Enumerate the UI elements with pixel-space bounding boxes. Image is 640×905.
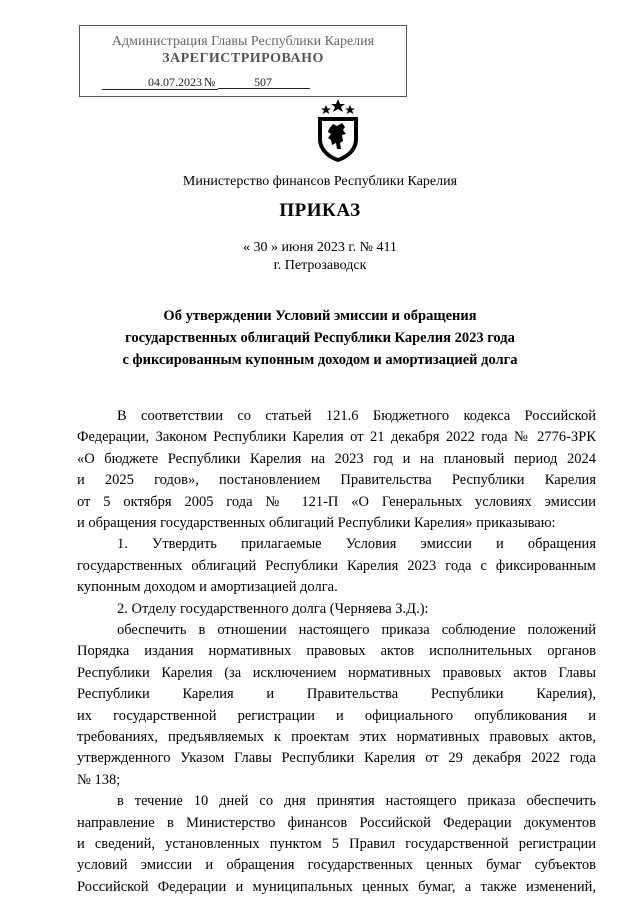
body-line: Республики Карелия и Правительства Республики Карелия), bbox=[77, 686, 596, 703]
body-line: 1. Утвердить прилагаемые Условия эмиссии и обращения bbox=[117, 536, 596, 553]
ministry-name: Министерство финансов Республики Карелия bbox=[182, 174, 458, 189]
order-city: г. Петрозаводск bbox=[273, 258, 367, 273]
body-line: условий эмиссии и обращения государственных ценных бумаг субъектов bbox=[77, 857, 596, 874]
body-line: в течение 10 дней со дня принятия настоящего приказа обеспечить bbox=[117, 793, 596, 810]
document-type-title: ПРИКАЗ bbox=[279, 200, 361, 221]
body-line: и обращения государственных облигаций Республики Карелия» приказываю: bbox=[77, 515, 556, 531]
stamp-registered: ЗАРЕГИСТРИРОВАНО bbox=[162, 51, 324, 66]
stamp-registration-line bbox=[102, 75, 310, 90]
body-line: В соответствии со статьей 121.6 Бюджетного кодекса Российской bbox=[117, 408, 596, 424]
order-subject-line: с фиксированным купонным доходом и амортизацией долга bbox=[122, 352, 518, 368]
body-line: требованиях, предъявляемых к проектам этих нормативных правовых актов, bbox=[77, 729, 596, 745]
body-line: направление в Министерство финансов Российской Федерации документов bbox=[77, 814, 596, 831]
body-line: и сведений, установленных пунктом 5 Правил государственной регистрации bbox=[77, 836, 596, 852]
body-line: от 5 октября 2005 года № 121-П «О Генеральных условиях эмиссии bbox=[77, 493, 596, 510]
order-subject-line: государственных облигаций Республики Карелия 2023 года bbox=[125, 330, 515, 346]
body-line: их государственной регистрации и официального опубликования и bbox=[77, 707, 596, 724]
registration-stamp bbox=[79, 25, 407, 97]
body-line: № 138; bbox=[77, 771, 121, 788]
body-line: утвержденного Указом Главы Республики Карелия от 29 декабря 2022 года bbox=[77, 750, 596, 767]
order-date-number: « 30 » июня 2023 г. № 411 bbox=[243, 240, 397, 255]
body-line: 2. Отделу государственного долга (Черняева З.Д.): bbox=[117, 600, 429, 617]
body-line: купонным доходом и амортизацией долга. bbox=[77, 579, 338, 596]
stamp-number: 507 bbox=[218, 75, 310, 89]
body-line: «О бюджете Республики Карелия на 2023 год и на плановый период 2024 bbox=[77, 450, 596, 467]
coat-of-arms-emblem bbox=[312, 99, 364, 163]
body-line: Российской Федерации и муниципальных ценных бумаг, а также изменений, bbox=[77, 878, 596, 895]
stamp-date: 04.07.2023 bbox=[102, 75, 204, 90]
body-line: обеспечить в отношении настоящего приказа соблюдение положений bbox=[117, 622, 596, 638]
stamp-authority: Администрация Главы Республики Карелия bbox=[111, 34, 375, 49]
body-line: и 2025 годов», постановлением Правительства Республики Карелия bbox=[77, 472, 596, 489]
order-subject-line: Об утверждении Условий эмиссии и обращения bbox=[163, 308, 477, 324]
body-line: Республики Карелия (за исключением нормативных правовых актов Главы bbox=[77, 664, 596, 681]
body-line: государственных облигаций Республики Карелия 2023 года с фиксированным bbox=[77, 557, 596, 574]
body-line: Федерации, Законом Республики Карелия от 21 декабря 2022 года № 2776-ЗРК bbox=[77, 429, 596, 446]
body-line: Порядка издания нормативных правовых актов исполнительных органов bbox=[77, 643, 596, 660]
stamp-number-label: № bbox=[204, 75, 218, 90]
